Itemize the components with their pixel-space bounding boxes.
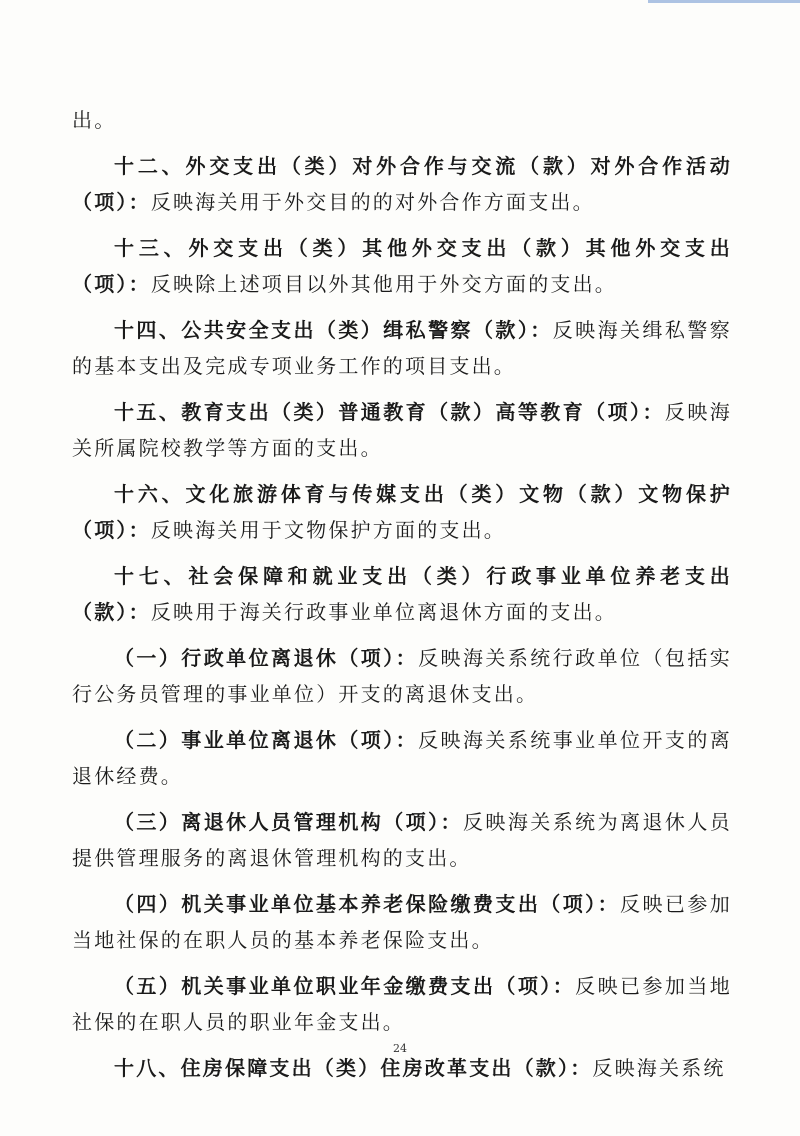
paragraph-subitem-4 [72,886,732,959]
paragraph-lead: 十四、公共安全支出（类）缉私警察（款）： [114,317,553,342]
paragraph-lead: 十六、文化旅游体育与传媒支出（类）文物（款）文物保护（项）： [72,481,732,542]
paragraph-lead: （四）机关事业单位基本养老保险缴费支出（项）： [114,891,621,916]
paragraph-text: 反映海关系统 [592,1055,726,1080]
paragraph-subitem-5 [72,968,732,1041]
paragraph-lead: 十八、住房保障支出（类）住房改革支出（款）： [114,1055,593,1080]
paragraph-text: 反映海关系统事业单位开支的离退休经费。 [72,727,732,788]
document-body [72,102,732,1095]
paragraph-item-16 [72,476,732,549]
paragraph-subitem-2 [72,722,732,795]
paragraph-lead: 十七、社会保障和就业支出（类）行政事业单位养老支出（款）： [72,563,732,624]
paragraph-text: 反映海关用于外交目的的对外合作方面支出。 [150,190,595,214]
paragraph-text: 反映海关系统行政单位（包括实行公务员管理的事业单位）开支的离退休支出。 [72,645,732,706]
paragraph-text: 反映海关用于文物保护方面的支出。 [150,518,507,542]
paragraph-item-15 [72,394,732,467]
paragraph-lead: （二）事业单位离退休（项）： [114,727,419,752]
paragraph-text: 反映已参加当地社保的在职人员的职业年金支出。 [72,973,732,1034]
paragraph-lead: （五）机关事业单位职业年金缴费支出（项）： [114,973,576,998]
paragraph-subitem-3 [72,804,732,877]
paragraph-text: 反映海关系统为离退休人员提供管理服务的离退休管理机构的支出。 [72,809,733,870]
paragraph-continuation [72,102,732,139]
paragraph-item-17 [72,558,732,631]
paragraph-text: 反映已参加当地社保的在职人员的基本养老保险支出。 [72,891,732,952]
paragraph-lead: 十三、外交支出（类）其他外交支出（款）其他外交支出（项）： [72,235,732,296]
paragraph-text: 反映除上述项目以外其他用于外交方面的支出。 [150,272,618,296]
page-number: 24 [393,1042,407,1055]
paragraph-subitem-1 [72,640,732,713]
paragraph-lead: 十二、外交支出（类）对外合作与交流（款）对外合作活动（项）： [72,153,732,214]
paragraph-text: 反映海关缉私警察的基本支出及完成专项业务工作的项目支出。 [72,317,732,378]
paragraph-lead: 十五、教育支出（类）普通教育（款）高等教育（项）： [114,399,665,424]
paragraph-item-14 [72,312,732,385]
scan-edge-mark [648,0,800,3]
paragraph-lead: （一）行政单位离退休（项）： [114,645,419,670]
paragraph-text: 反映海关所属院校教学等方面的支出。 [72,399,732,460]
paragraph-text: 出。 [72,108,117,132]
paragraph-lead: （三）离退休人员管理机构（项）： [114,809,463,834]
paragraph-text: 反映用于海关行政事业单位离退休方面的支出。 [150,600,618,624]
paragraph-item-12 [72,148,732,221]
paragraph-item-13 [72,230,732,303]
